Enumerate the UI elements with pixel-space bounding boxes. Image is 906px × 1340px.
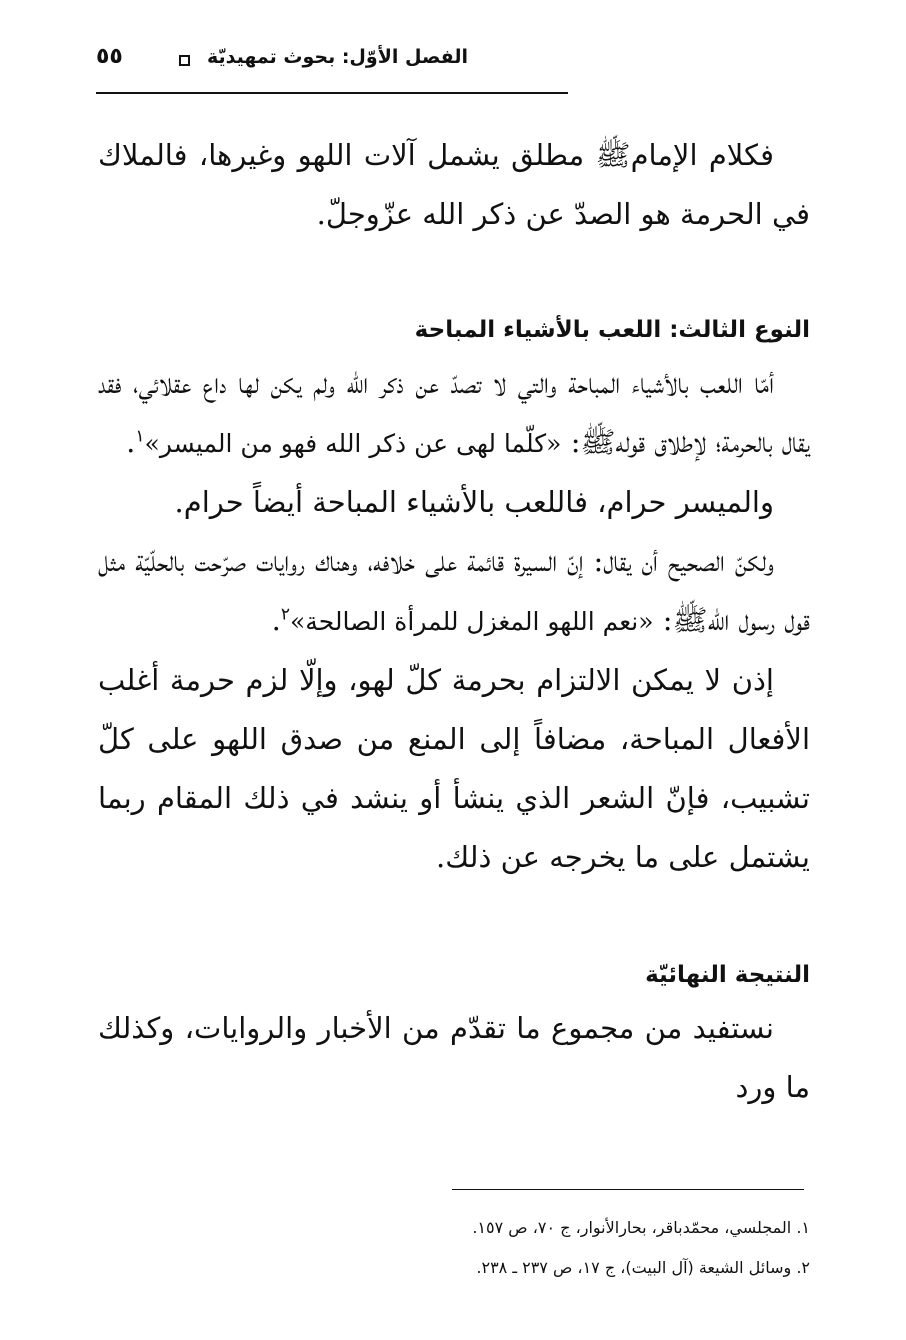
header-rule: [96, 92, 568, 94]
paragraph-4-end: .: [271, 603, 281, 637]
page-number: ٥٥: [96, 44, 123, 69]
paragraph-6: نستفيد من مجموع ما تقدّم من الأخبار والروايات، وكذلك ما ورد: [98, 1011, 810, 1104]
footnote-2: ٢. وسائل الشيعة (آل البيت)، ج ١٧، ص ٢٣٧ ـ ٢٣٨.: [476, 1258, 810, 1277]
hadith-quote-1: «كلّما لهى عن ذكر الله فهو من الميسر»: [144, 429, 562, 458]
footnote-1: ١. المجلسي، محمّدباقر، بحارالأنوار، ج ٧٠، ص ١٥٧.: [472, 1218, 810, 1237]
body-text: [98, 126, 810, 1117]
chapter-title: الفصل الأوّل: بحوث تمهيديّة: [206, 46, 468, 68]
spacer: [98, 887, 810, 951]
section-heading-third-type: النوع الثالث: اللعب بالأشياء المباحة: [414, 317, 810, 343]
paragraph-4-text: ولكنّ الصحيح أن يقال: إنّ السيرة قائمة على خلافه، وهناك روايات صرّحت بالحلّيّة مثل قول رسول الله‌ﷺ:: [98, 544, 810, 637]
paragraph-3: والميسر حرام، فاللعب بالأشياء المباحة أيضاً حرام.: [174, 485, 774, 519]
paragraph-1: فكلام الإمام‌ﷺ مطلق يشمل آلات اللهو وغيرها، فالملاك في الحرمة هو الصدّ عن ذكر الله عزّوجلّ.: [98, 138, 810, 231]
paragraph-2: [98, 354, 810, 473]
footnote-ref-1[interactable]: ١: [135, 426, 145, 447]
hadith-quote-2: «نعم اللهو المغزل للمرأة الصالحة»: [290, 607, 654, 636]
paragraph-2-text: أمّا اللعب بالأشياء المباحة والتي لا تصدّ عن ذكر الله ولم يكن لها داع عقلائي، فقد يقال بالحرمة؛ لإطلاق قوله‌ﷺ:: [98, 366, 810, 459]
paragraph-2-end: .: [126, 425, 136, 459]
spacer: [98, 244, 810, 306]
footnote-rule: [452, 1189, 804, 1190]
paragraph-5: إذن لا يمكن الالتزام بحرمة كلّ لهو، وإلّا لزم حرمة أغلب الأفعال المباحة، مضافاً إلى المنع من صدق اللهو على كلّ تشبيب، فإنّ الشعر الذي ينشأ أو ينشد في ذلك المقام ربما يشتمل على ما يخرجه عن ذلك.: [98, 663, 810, 874]
running-header: [96, 42, 468, 82]
section-heading-final-result: النتيجة النهائيّة: [645, 962, 810, 988]
footnote-ref-2[interactable]: ٢: [280, 604, 291, 625]
footnotes: [310, 1208, 810, 1288]
square-separator-icon: [179, 55, 190, 66]
paragraph-4: [98, 532, 810, 651]
